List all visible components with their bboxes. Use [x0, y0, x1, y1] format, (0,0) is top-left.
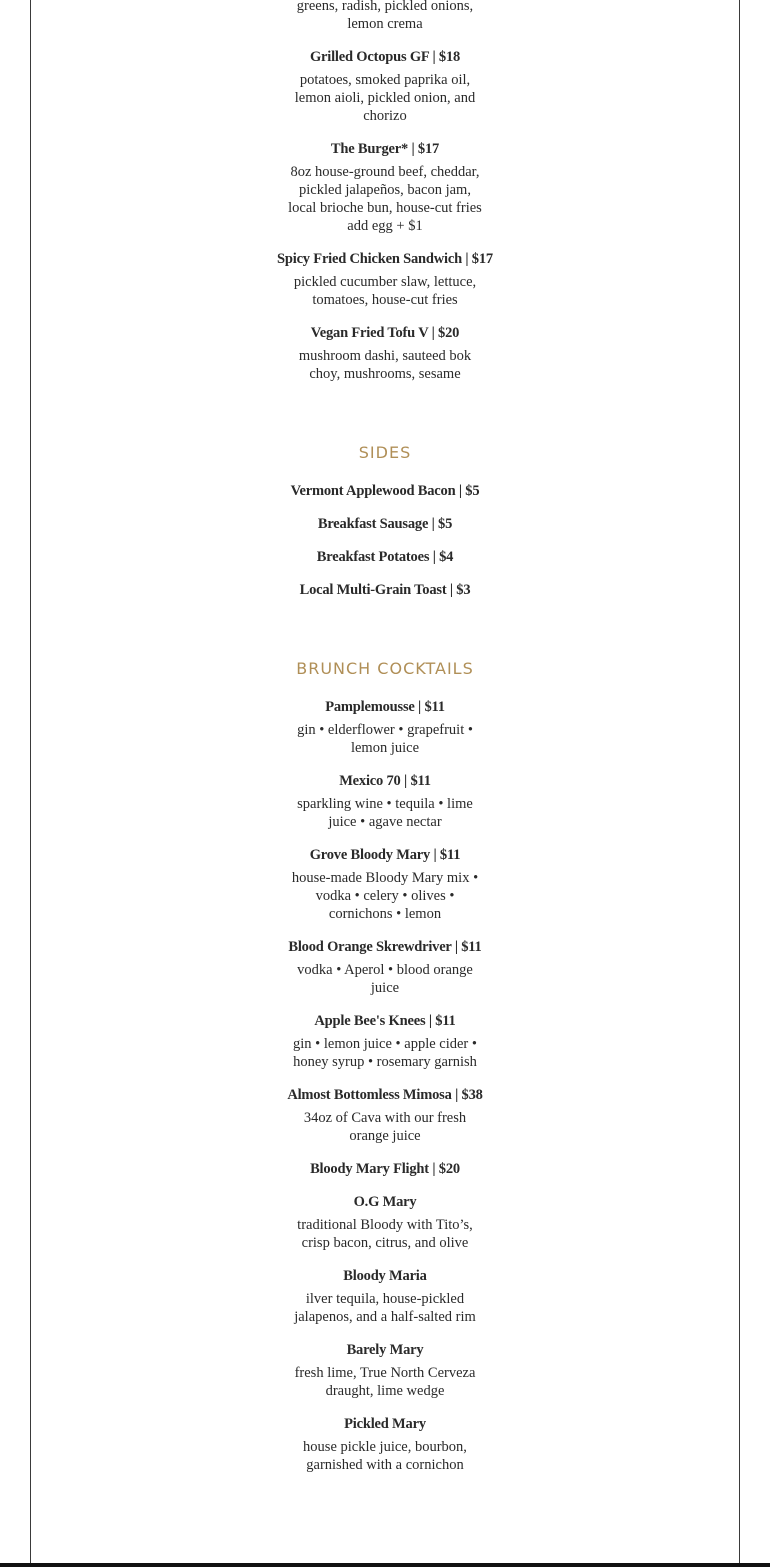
menu-item — [270, 1415, 500, 1474]
menu-item — [270, 1193, 500, 1252]
item-description: fresh lime, True North Cerveza draught, lime wedge — [294, 1365, 476, 1399]
item-description: gin • elderflower • grapefruit • lemon juice — [297, 722, 473, 756]
section-title-brunch-cocktails: BRUNCH COCKTAILS — [296, 659, 474, 678]
menu-item — [270, 548, 500, 566]
menu-frame-left-border — [30, 0, 31, 1567]
item-name: Blood Orange Skrewdriver | $11 — [288, 939, 482, 955]
item-description: gin • lemon juice • apple cider • honey syrup • rosemary garnish — [293, 1036, 477, 1070]
item-description: mushroom dashi, sauteed bok choy, mushrooms, sesame — [298, 348, 472, 382]
item-name: Bloody Maria — [343, 1268, 427, 1284]
item-name: Bloody Mary Flight | $20 — [310, 1161, 460, 1177]
item-description: ilver tequila, house-pickled jalapenos, and a half-salted rim — [294, 1291, 476, 1325]
item-description: house-made Bloody Mary mix • vodka • celery • olives • cornichons • lemon — [291, 870, 479, 922]
item-description: house pickle juice, bourbon, garnished with a cornichon — [303, 1439, 467, 1473]
item-description: potatoes, smoked paprika oil, lemon aioli, pickled onion, and chorizo — [294, 72, 476, 124]
item-name: Apple Bee's Knees | $11 — [314, 1013, 456, 1029]
item-description: greens, radish, pickled onions, lemon crema — [296, 0, 474, 32]
item-description: vodka • Aperol • blood orange juice — [297, 962, 473, 996]
item-name: Mexico 70 | $11 — [339, 773, 431, 789]
menu-item — [270, 140, 500, 235]
menu-item — [270, 250, 500, 309]
item-description: pickled cucumber slaw, lettuce, tomatoes, house-cut fries — [293, 274, 477, 308]
item-name: Breakfast Sausage | $5 — [317, 516, 453, 532]
menu-item — [270, 515, 500, 533]
menu-item — [270, 1012, 500, 1071]
item-name: The Burger* | $17 — [330, 141, 440, 157]
menu-item — [270, 938, 500, 997]
menu-item — [270, 698, 500, 757]
item-description: sparkling wine • tequila • lime juice • agave nectar — [297, 796, 473, 830]
item-name: Grove Bloody Mary | $11 — [309, 847, 461, 863]
menu-item — [270, 482, 500, 500]
item-description: 34oz of Cava with our fresh orange juice — [303, 1110, 467, 1144]
item-name: Pickled Mary — [344, 1416, 426, 1432]
item-name: Barely Mary — [346, 1342, 424, 1358]
item-name: Vegan Fried Tofu V | $20 — [310, 325, 460, 341]
section-title-sides: SIDES — [358, 443, 412, 462]
menu-item — [270, 1160, 500, 1178]
item-name: Vermont Applewood Bacon | $5 — [290, 483, 480, 499]
item-name: Local Multi-Grain Toast | $3 — [299, 582, 471, 598]
menu-item — [270, 1267, 500, 1326]
menu-item — [270, 846, 500, 923]
item-description: 8oz house-ground beef, cheddar, pickled jalapeños, bacon jam, local brioche bun, house-cut fries add egg + $1 — [288, 164, 482, 234]
menu-frame-right-border — [739, 0, 740, 1567]
menu-content — [270, 0, 500, 1474]
item-name: O.G Mary — [353, 1194, 417, 1210]
item-name: Grilled Octopus GF | $18 — [309, 49, 461, 65]
item-name: Spicy Fried Chicken Sandwich | $17 — [277, 251, 493, 267]
item-name: Almost Bottomless Mimosa | $38 — [287, 1087, 483, 1103]
item-name: Breakfast Potatoes | $4 — [316, 549, 454, 565]
menu-item — [270, 581, 500, 599]
menu-item — [270, 1341, 500, 1400]
item-description: traditional Bloody with Tito’s, crisp bacon, citrus, and olive — [297, 1217, 473, 1251]
item-name: Pamplemousse | $11 — [325, 699, 445, 715]
menu-item — [270, 48, 500, 125]
menu-item — [270, 0, 500, 33]
menu-item — [270, 324, 500, 383]
menu-frame-bottom-border — [0, 1563, 770, 1567]
menu-item — [270, 772, 500, 831]
menu-item — [270, 1086, 500, 1145]
